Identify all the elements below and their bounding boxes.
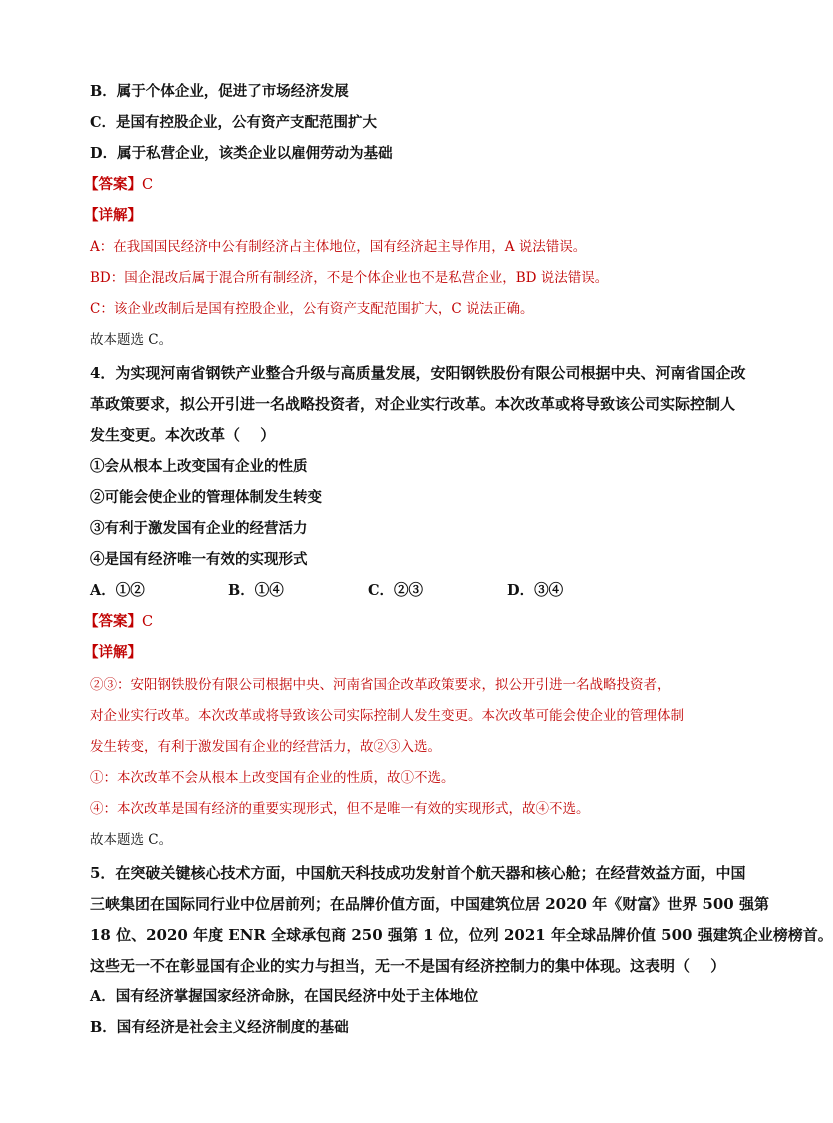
q4-option-a: A．①② xyxy=(90,582,145,599)
detail-tag: 【详解】 xyxy=(84,207,142,224)
q4-stem-2: 革政策要求，拟公开引进一名战略投资者，对企业实行改革。本次改革或将导致该公司实际控制人 xyxy=(90,395,736,413)
q4-answer xyxy=(84,612,730,632)
q4-statement-4: ④是国有经济唯一有效的实现形式 xyxy=(90,551,308,568)
q4-statement-1: ①会从根本上改变国有企业的性质 xyxy=(90,458,308,475)
q4-explanation-5: ④：本次改革是国有经济的重要实现形式，但不是唯一有效的实现形式，故④不选。 xyxy=(90,801,590,817)
q5-stem-1: 5．在突破关键核心技术方面，中国航天科技成功发射首个航天器和核心舱；在经营效益方面，中国 xyxy=(90,864,746,882)
answer-value: C xyxy=(142,177,154,193)
detail-tag: 【详解】 xyxy=(84,644,142,661)
q4-option-c: C．②③ xyxy=(368,582,424,599)
q5-stem-2: 三峡集团在国际同行业中位居前列；在品牌价值方面，中国建筑位居 2020 年《财富》世界 500 强第 xyxy=(90,895,769,913)
q4-statement-3: ③有利于激发国有企业的经营活力 xyxy=(90,520,308,537)
q4-stem-1: 4．为实现河南省钢铁产业整合升级与高质量发展，安阳钢铁股份有限公司根据中央、河南省国企改 xyxy=(90,364,746,382)
q3-explanation-3: C：该企业改制后是国有控股企业，公有资产支配范围扩大，C 说法正确。 xyxy=(90,301,534,317)
q4-statement-2: ②可能会使企业的管理体制发生转变 xyxy=(90,489,322,506)
q3-explanation-2: BD：国企混改后属于混合所有制经济，不是个体企业也不是私营企业，BD 说法错误。 xyxy=(90,270,609,286)
q4-explanation-4: ①：本次改革不会从根本上改变国有企业的性质，故①不选。 xyxy=(90,770,455,786)
answer-value: C xyxy=(142,614,154,630)
q4-option-b: B．①④ xyxy=(228,582,284,599)
answer-tag: 【答案】 xyxy=(84,613,142,630)
q4-explanation-1: ②③：安阳钢铁股份有限公司根据中央、河南省国企改革政策要求，拟公开引进一名战略投资者， xyxy=(90,677,671,693)
q4-explanation-2: 对企业实行改革。本次改革或将导致该公司实际控制人发生变更。本次改革可能会使企业的管理体制 xyxy=(90,708,684,724)
q3-option-b: B．属于个体企业，促进了市场经济发展 xyxy=(90,83,349,100)
q3-conclusion: 故本题选 C。 xyxy=(90,332,173,348)
q5-stem-3: 18 位、2020 年度 ENR 全球承包商 250 强第 1 位，位列 2021 年全球品牌价值 500 强建筑企业榜榜首。 xyxy=(90,926,833,944)
q5-option-a: A．国有经济掌握国家经济命脉，在国民经济中处于主体地位 xyxy=(90,988,479,1005)
q3-option-d: D．属于私营企业，该类企业以雇佣劳动为基础 xyxy=(90,145,393,162)
q4-option-d: D．③④ xyxy=(507,582,564,599)
q3-detail-heading xyxy=(84,206,730,226)
q4-options-row xyxy=(90,581,730,601)
q5-option-b: B．国有经济是社会主义经济制度的基础 xyxy=(90,1019,349,1036)
q4-explanation-3: 发生转变，有利于激发国有企业的经营活力，故②③入选。 xyxy=(90,739,441,755)
q3-option-c: C．是国有控股企业，公有资产支配范围扩大 xyxy=(90,114,378,131)
q5-stem-4: 这些无一不在彰显国有企业的实力与担当，无一不是国有经济控制力的集中体现。这表明（ ） xyxy=(90,957,726,975)
q3-answer xyxy=(84,175,730,195)
q4-stem-3: 发生变更。本次改革（ ） xyxy=(90,426,276,444)
q4-conclusion: 故本题选 C。 xyxy=(90,832,173,848)
q4-detail-heading xyxy=(84,643,730,663)
answer-tag: 【答案】 xyxy=(84,176,142,193)
q3-explanation-1: A：在我国国民经济中公有制经济占主体地位，国有经济起主导作用，A 说法错误。 xyxy=(90,239,587,255)
